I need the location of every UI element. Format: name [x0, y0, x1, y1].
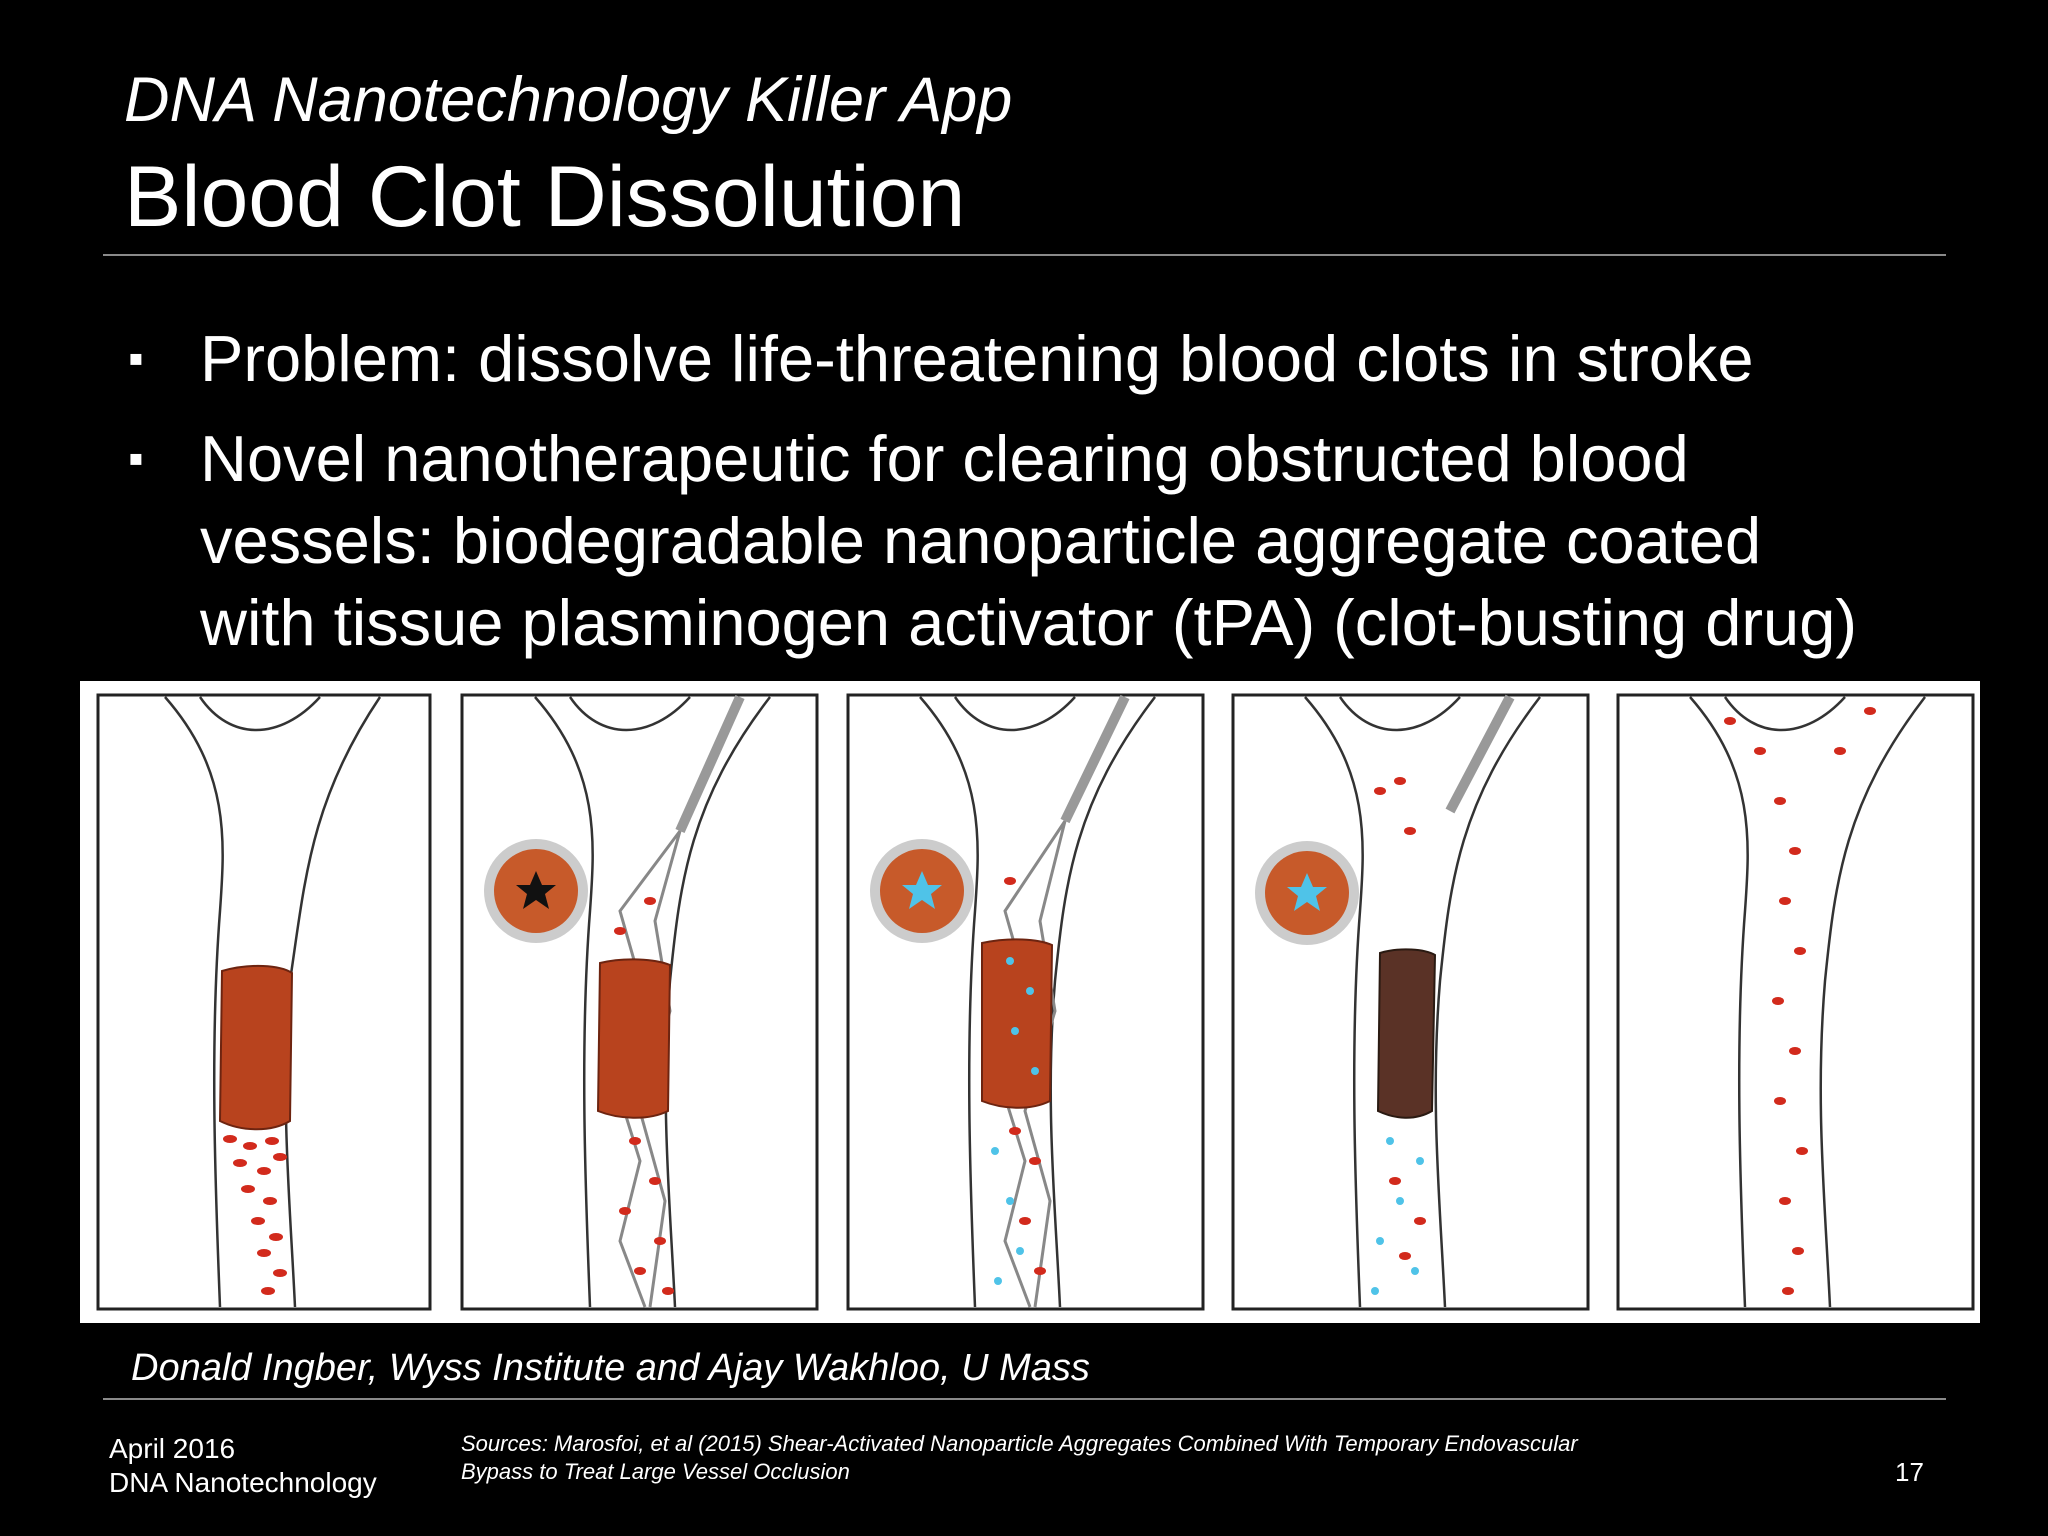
bullet-text-line: with tissue plasminogen activator (tPA) (clot-busting drug) [200, 586, 1857, 659]
blood-clot [982, 939, 1052, 1107]
bullet-marker: ▪ [128, 334, 144, 383]
bullet-text-line: Novel nanotherapeutic for clearing obstructed blood [200, 422, 1689, 495]
footer-left [109, 1432, 377, 1500]
red-blood-cells [1724, 707, 1876, 1295]
page-number: 17 [1895, 1457, 1924, 1487]
panel-dissolving [1255, 697, 1540, 1307]
tpa-drug-particles [1371, 1137, 1424, 1295]
sources-line: Sources: Marosfoi, et al (2015) Shear-Activated Nanoparticle Aggregates Combined With Temporary Endovascular [461, 1431, 1578, 1456]
vessel-branch [200, 697, 320, 730]
blood-clot [1378, 949, 1435, 1117]
footer-divider [103, 1398, 1946, 1400]
vessel-wall-right [1051, 697, 1155, 1307]
bullet-nanotherapeutic [124, 418, 1954, 664]
panel-stent-inserted [484, 697, 770, 1307]
slide-subtitle: DNA Nanotechnology Killer App [124, 65, 1013, 135]
blood-clot [598, 959, 670, 1117]
red-blood-cells [223, 1135, 287, 1295]
vessel-branch [955, 697, 1075, 730]
vessel-branch [1340, 697, 1460, 730]
clot-dissolution-figure [80, 681, 1980, 1323]
footer-sources [461, 1430, 1711, 1486]
vessel-wall-right [1821, 697, 1925, 1307]
panel-drug-release [870, 697, 1155, 1307]
panel-cleared [1690, 697, 1925, 1307]
bullet-text-line: vessels: biodegradable nanoparticle aggregate coated [200, 504, 1762, 577]
blood-clot [220, 966, 292, 1129]
vessel-branch [570, 697, 690, 730]
vessel-branch [1725, 697, 1845, 730]
footer-topic: DNA Nanotechnology [109, 1467, 377, 1498]
footer-date: April 2016 [109, 1433, 236, 1464]
vessel-wall-left [165, 697, 223, 1307]
vessel-wall-left [1690, 697, 1748, 1307]
sources-line: Bypass to Treat Large Vessel Occlusion [461, 1459, 850, 1484]
title-divider [103, 254, 1946, 256]
vessel-wall-right [286, 697, 380, 1307]
vessel-wall-right [666, 697, 770, 1307]
vessel-wall-left [535, 697, 593, 1307]
bullet-text: Problem: dissolve life-threatening blood clots in stroke [200, 322, 1754, 395]
vessel-wall-right [1436, 697, 1540, 1307]
figure-credit: Donald Ingber, Wyss Institute and Ajay Wakhloo, U Mass [131, 1347, 1090, 1389]
catheter [680, 697, 740, 831]
bullet-list [124, 318, 1954, 682]
vessel-wall-left [920, 697, 978, 1307]
bullet-marker: ▪ [128, 434, 144, 483]
catheter [1065, 697, 1125, 821]
slide-title: Blood Clot Dissolution [124, 149, 966, 245]
bullet-problem [124, 318, 1954, 400]
figure-svg [80, 681, 1980, 1323]
panel-clot [165, 697, 380, 1307]
panel-frame-5 [1618, 695, 1973, 1309]
vessel-wall-left [1305, 697, 1363, 1307]
